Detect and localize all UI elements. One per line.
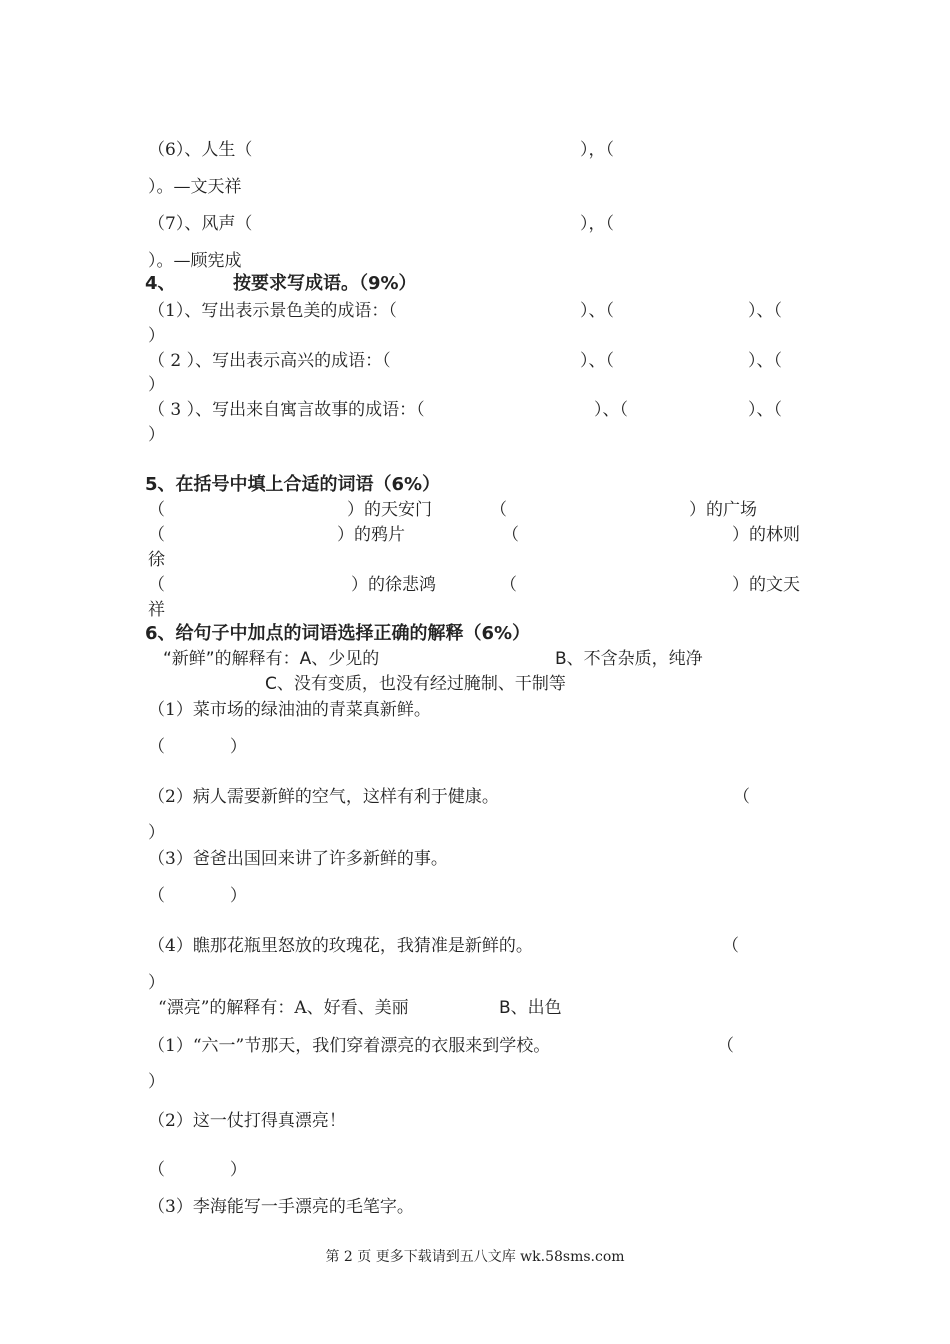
q4-line1-sep1: ）、（ — [580, 301, 614, 321]
q4-heading-number: 4、 — [145, 273, 176, 294]
q6-sentence2-open: （ — [733, 787, 750, 807]
q6-piaoliang3: （3）李海能写一手漂亮的毛笔字。 — [148, 1197, 414, 1217]
q5-row1-text1: ）的天安门 — [347, 500, 432, 520]
q6-definition2: “漂亮”的解释有：A、好看、美丽 — [158, 998, 409, 1018]
q4-line3-close: ） — [148, 425, 165, 445]
q4-line3-sep2: ）、（ — [748, 400, 782, 420]
page-footer: 第 2 页 更多下载请到五八文库 wk.58sms.com — [325, 1249, 625, 1265]
q6-heading: 6、给句子中加点的词语选择正确的解释（6%） — [145, 623, 531, 644]
q3-item7-start: （7）、风声（ — [148, 214, 253, 234]
q5-row2-open2: （ — [502, 525, 519, 545]
q5-row1-open2: （ — [490, 500, 507, 520]
q4-line2-close: ） — [148, 375, 165, 395]
q5-row1-open1: （ — [148, 500, 165, 520]
q4-line1: （1）、写出表示景色美的成语：（ — [148, 301, 397, 321]
q6-definition1-a: “新鲜”的解释有：A、少见的 — [163, 649, 380, 669]
q5-row2-text2: ）的林则 — [732, 525, 800, 545]
q3-item7-end: ）。—顾宪成 — [148, 251, 242, 271]
q3-item7-mid: ），（ — [580, 214, 614, 234]
q5-row3-open2: （ — [500, 575, 517, 595]
q6-sentence1: （1）菜市场的绿油油的青菜真新鲜。 — [148, 700, 431, 720]
q4-line2-sep2: ）、（ — [748, 351, 782, 371]
q6-piaoliang1: （1）“六一”节那天，我们穿着漂亮的衣服来到学校。 — [148, 1036, 551, 1056]
q4-line1-sep2: ）、（ — [748, 301, 782, 321]
q5-row2-wrap: 徐 — [148, 550, 165, 570]
q4-line2: （ 2 ）、写出表示高兴的成语：（ — [148, 351, 391, 371]
q6-sentence3-answer: （ ） — [148, 886, 247, 906]
q6-sentence3: （3）爸爸出国回来讲了许多新鲜的事。 — [148, 849, 448, 869]
q5-row2-open1: （ — [148, 525, 165, 545]
q5-row3-wrap: 祥 — [148, 600, 165, 620]
q6-sentence2: （2）病人需要新鲜的空气，这样有利于健康。 — [148, 787, 499, 807]
q6-definition1-b: B、不含杂质，纯净 — [555, 649, 703, 669]
q6-sentence1-answer: （ ） — [148, 737, 247, 757]
q4-line1-close: ） — [148, 326, 165, 346]
q5-row3-text2: ）的文天 — [732, 575, 800, 595]
q6-definition1-c: C、没有变质，也没有经过腌制、干制等 — [265, 674, 566, 694]
q5-row2-text1: ）的鸦片 — [337, 525, 405, 545]
q6-sentence4: （4）瞧那花瓶里怒放的玫瑰花，我猜准是新鲜的。 — [148, 936, 533, 956]
q6-definition2-b: B、出色 — [499, 998, 562, 1018]
q6-piaoliang2-answer: （ ） — [148, 1160, 247, 1180]
q3-item6-end: ）。—文天祥 — [148, 177, 242, 197]
q3-item6-mid: ），（ — [580, 140, 614, 160]
q6-sentence2-close: ） — [148, 823, 165, 843]
q5-row1-text2: ）的广场 — [689, 500, 757, 520]
q4-line3-sep1: ）、（ — [594, 400, 628, 420]
q6-piaoliang1-close: ） — [148, 1072, 165, 1092]
q6-piaoliang2: （2）这一仗打得真漂亮！ — [148, 1111, 346, 1131]
q4-line3: （ 3 ）、写出来自寓言故事的成语：（ — [148, 400, 425, 420]
q3-item6-start: （6）、人生（ — [148, 140, 253, 160]
q6-piaoliang1-open: （ — [717, 1036, 734, 1056]
q5-heading: 5、在括号中填上合适的词语（6%） — [145, 474, 441, 495]
q6-sentence4-open: （ — [722, 936, 739, 956]
q6-sentence4-close: ） — [148, 973, 165, 993]
q5-row3-open1: （ — [148, 575, 165, 595]
q4-line2-sep1: ）、（ — [580, 351, 614, 371]
q5-row3-text1: ）的徐悲鸿 — [351, 575, 436, 595]
q4-heading: 按要求写成语。（9%） — [233, 273, 417, 294]
